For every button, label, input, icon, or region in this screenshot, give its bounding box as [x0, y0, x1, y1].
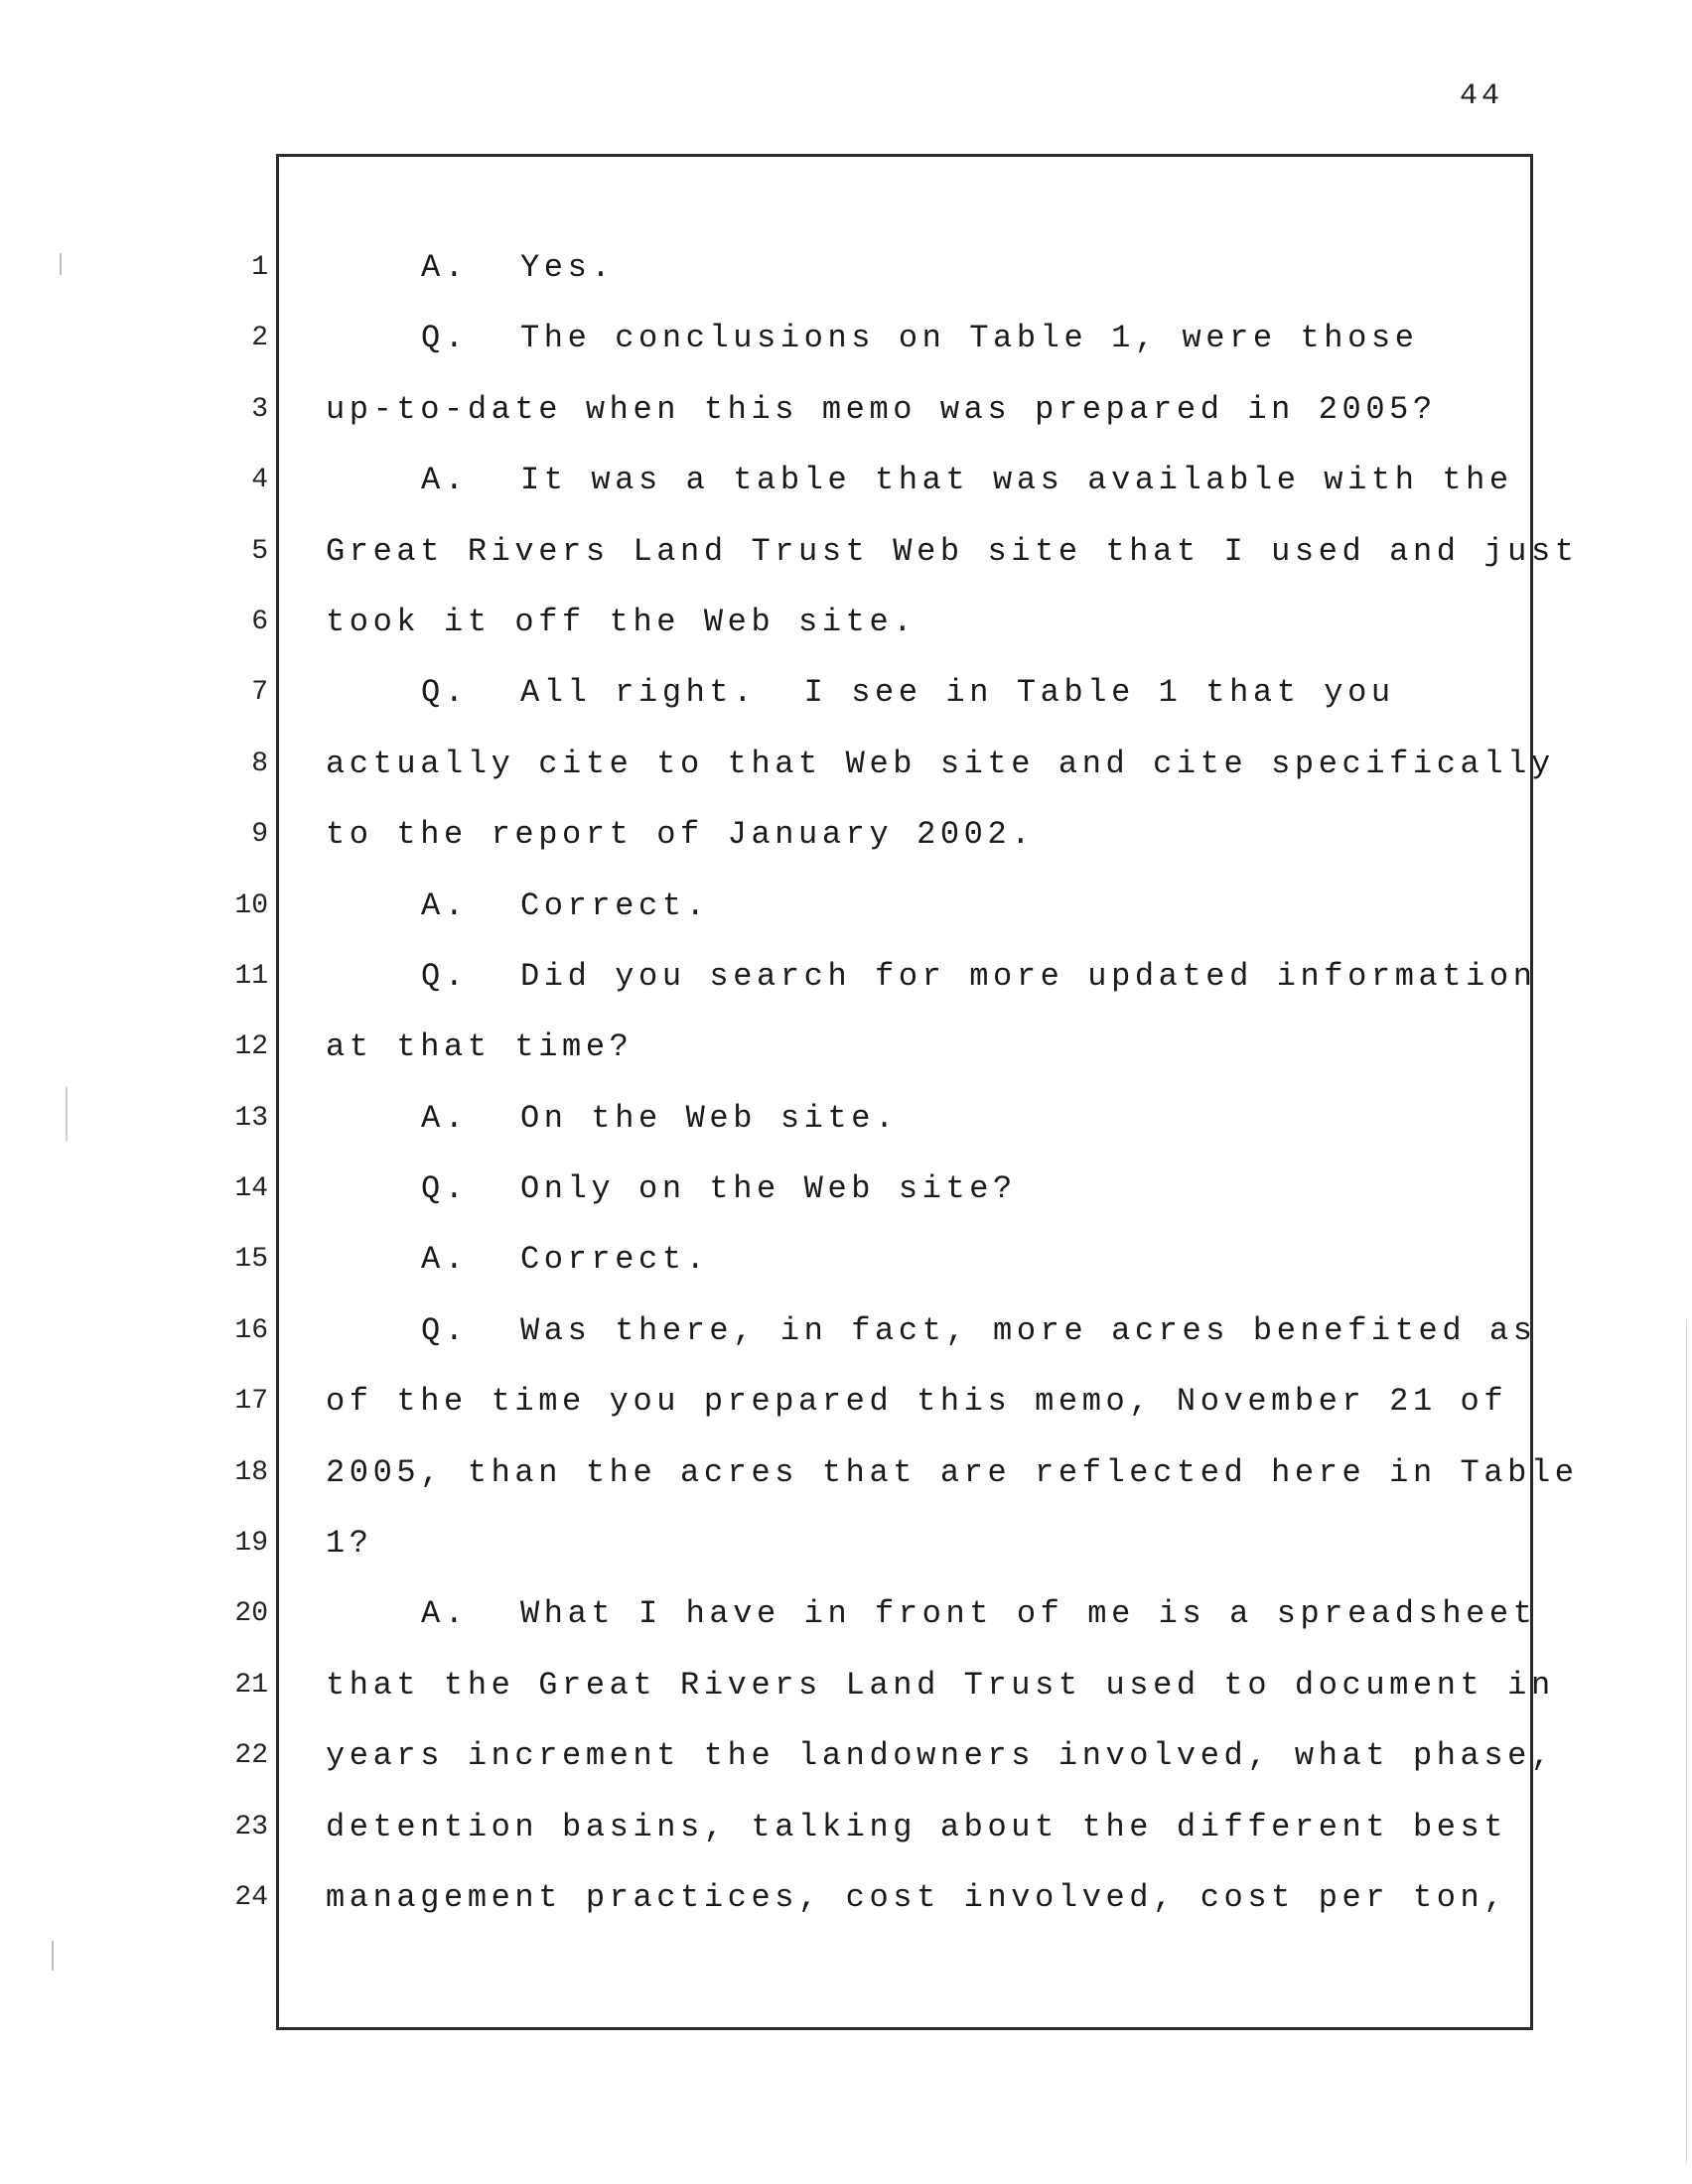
line-text: It was a table that was available with the: [520, 462, 1513, 499]
scan-mark: [60, 253, 62, 275]
line-text: management practices, cost involved, cost per ton,: [326, 1878, 1508, 1916]
line-number: 21: [234, 1669, 268, 1701]
line-text: of the time you prepared this memo, November 21 of: [326, 1383, 1508, 1421]
line-number: 5: [251, 535, 268, 567]
speaker-tag: Q.: [421, 1311, 469, 1349]
line-number: 20: [234, 1598, 268, 1630]
speaker-tag: A.: [421, 1099, 469, 1137]
scan-edge: [1686, 1320, 1687, 2164]
line-text: took it off the Web site.: [326, 603, 917, 640]
transcript-line: [326, 598, 1507, 668]
line-number: 22: [234, 1740, 268, 1772]
line-text: at that time?: [326, 1028, 634, 1066]
transcript-line: [326, 740, 1555, 810]
line-number: 1: [251, 252, 268, 283]
transcript-line: [326, 456, 1513, 526]
transcript-line: [326, 1235, 1507, 1305]
line-number: 7: [251, 677, 268, 709]
speaker-tag: Q.: [421, 1170, 469, 1208]
transcript-line: [326, 1448, 1579, 1519]
line-text: to the report of January 2002.: [326, 816, 1036, 854]
transcript-line: [326, 1164, 1507, 1235]
line-number: 16: [234, 1314, 268, 1346]
line-number: 24: [234, 1881, 268, 1913]
line-number: 8: [251, 748, 268, 779]
line-text: 1?: [326, 1525, 373, 1563]
line-number: 19: [234, 1528, 268, 1560]
transcript-line: [326, 1589, 1537, 1660]
transcript-line: [326, 527, 1579, 598]
transcript-line: [326, 1803, 1507, 1873]
line-number: 3: [251, 393, 268, 425]
speaker-tag: Q.: [421, 957, 469, 995]
transcript-line: [326, 1306, 1537, 1377]
line-text: The conclusions on Table 1, were those: [520, 320, 1419, 357]
speaker-tag: A.: [421, 887, 469, 924]
line-number: 15: [234, 1244, 268, 1276]
line-number: 13: [234, 1102, 268, 1134]
transcript-line: [326, 385, 1507, 456]
line-number: 23: [234, 1811, 268, 1843]
line-text: On the Web site.: [520, 1099, 899, 1137]
transcript-line: [326, 1519, 1507, 1589]
speaker-tag: A.: [421, 249, 469, 286]
line-number: 4: [251, 465, 268, 496]
line-text: All right. I see in Table 1 that you: [520, 674, 1395, 712]
line-text: up-to-date when this memo was prepared in 2005?: [326, 390, 1437, 428]
speaker-tag: A.: [421, 1595, 469, 1633]
line-number-column: [199, 243, 268, 1944]
transcript-body: [326, 243, 1579, 1944]
line-text: Great Rivers Land Trust Web site that I used and just: [326, 532, 1579, 570]
speaker-tag: A.: [421, 1241, 469, 1279]
speaker-tag: Q.: [421, 674, 469, 712]
line-number: 11: [234, 960, 268, 992]
line-number: 17: [234, 1386, 268, 1418]
line-number: 9: [251, 819, 268, 851]
line-number: 2: [251, 323, 268, 354]
line-text: Yes.: [520, 249, 616, 286]
transcript-line: [326, 1661, 1555, 1731]
line-text: Correct.: [520, 887, 710, 924]
transcript-line: [326, 882, 1507, 952]
line-number: 10: [234, 889, 268, 921]
speaker-tag: A.: [421, 462, 469, 499]
line-text: actually cite to that Web site and cite specifically: [326, 745, 1555, 782]
transcript-line: [326, 1023, 1507, 1093]
scan-mark: [52, 1941, 54, 1971]
line-text: years increment the landowners involved, what phase,: [326, 1737, 1555, 1775]
scan-mark: [66, 1087, 68, 1142]
line-text: Correct.: [520, 1241, 710, 1279]
line-text: 2005, than the acres that are reflected here in Table: [326, 1453, 1579, 1491]
transcript-line: [326, 810, 1507, 881]
speaker-tag: Q.: [421, 320, 469, 357]
transcript-line: [326, 1377, 1507, 1447]
page-number: 44: [1459, 79, 1503, 113]
transcript-line: [326, 1731, 1555, 1802]
transcript-line: [326, 1873, 1507, 1944]
line-number: 12: [234, 1031, 268, 1063]
line-number: 6: [251, 606, 268, 637]
transcript-line: [326, 314, 1507, 384]
line-text: Was there, in fact, more acres benefited as: [520, 1311, 1537, 1349]
line-text: that the Great Rivers Land Trust used to document in: [326, 1666, 1555, 1704]
transcript-line: [326, 1094, 1507, 1164]
transcript-line: [326, 668, 1507, 739]
line-text: detention basins, talking about the different best: [326, 1808, 1508, 1845]
transcript-line: [326, 952, 1537, 1023]
line-text: What I have in front of me is a spreadsheet: [520, 1595, 1537, 1633]
line-text: Did you search for more updated information: [520, 957, 1537, 995]
line-number: 18: [234, 1456, 268, 1488]
line-text: Only on the Web site?: [520, 1170, 1017, 1208]
line-number: 14: [234, 1173, 268, 1205]
transcript-line: [326, 243, 1507, 314]
